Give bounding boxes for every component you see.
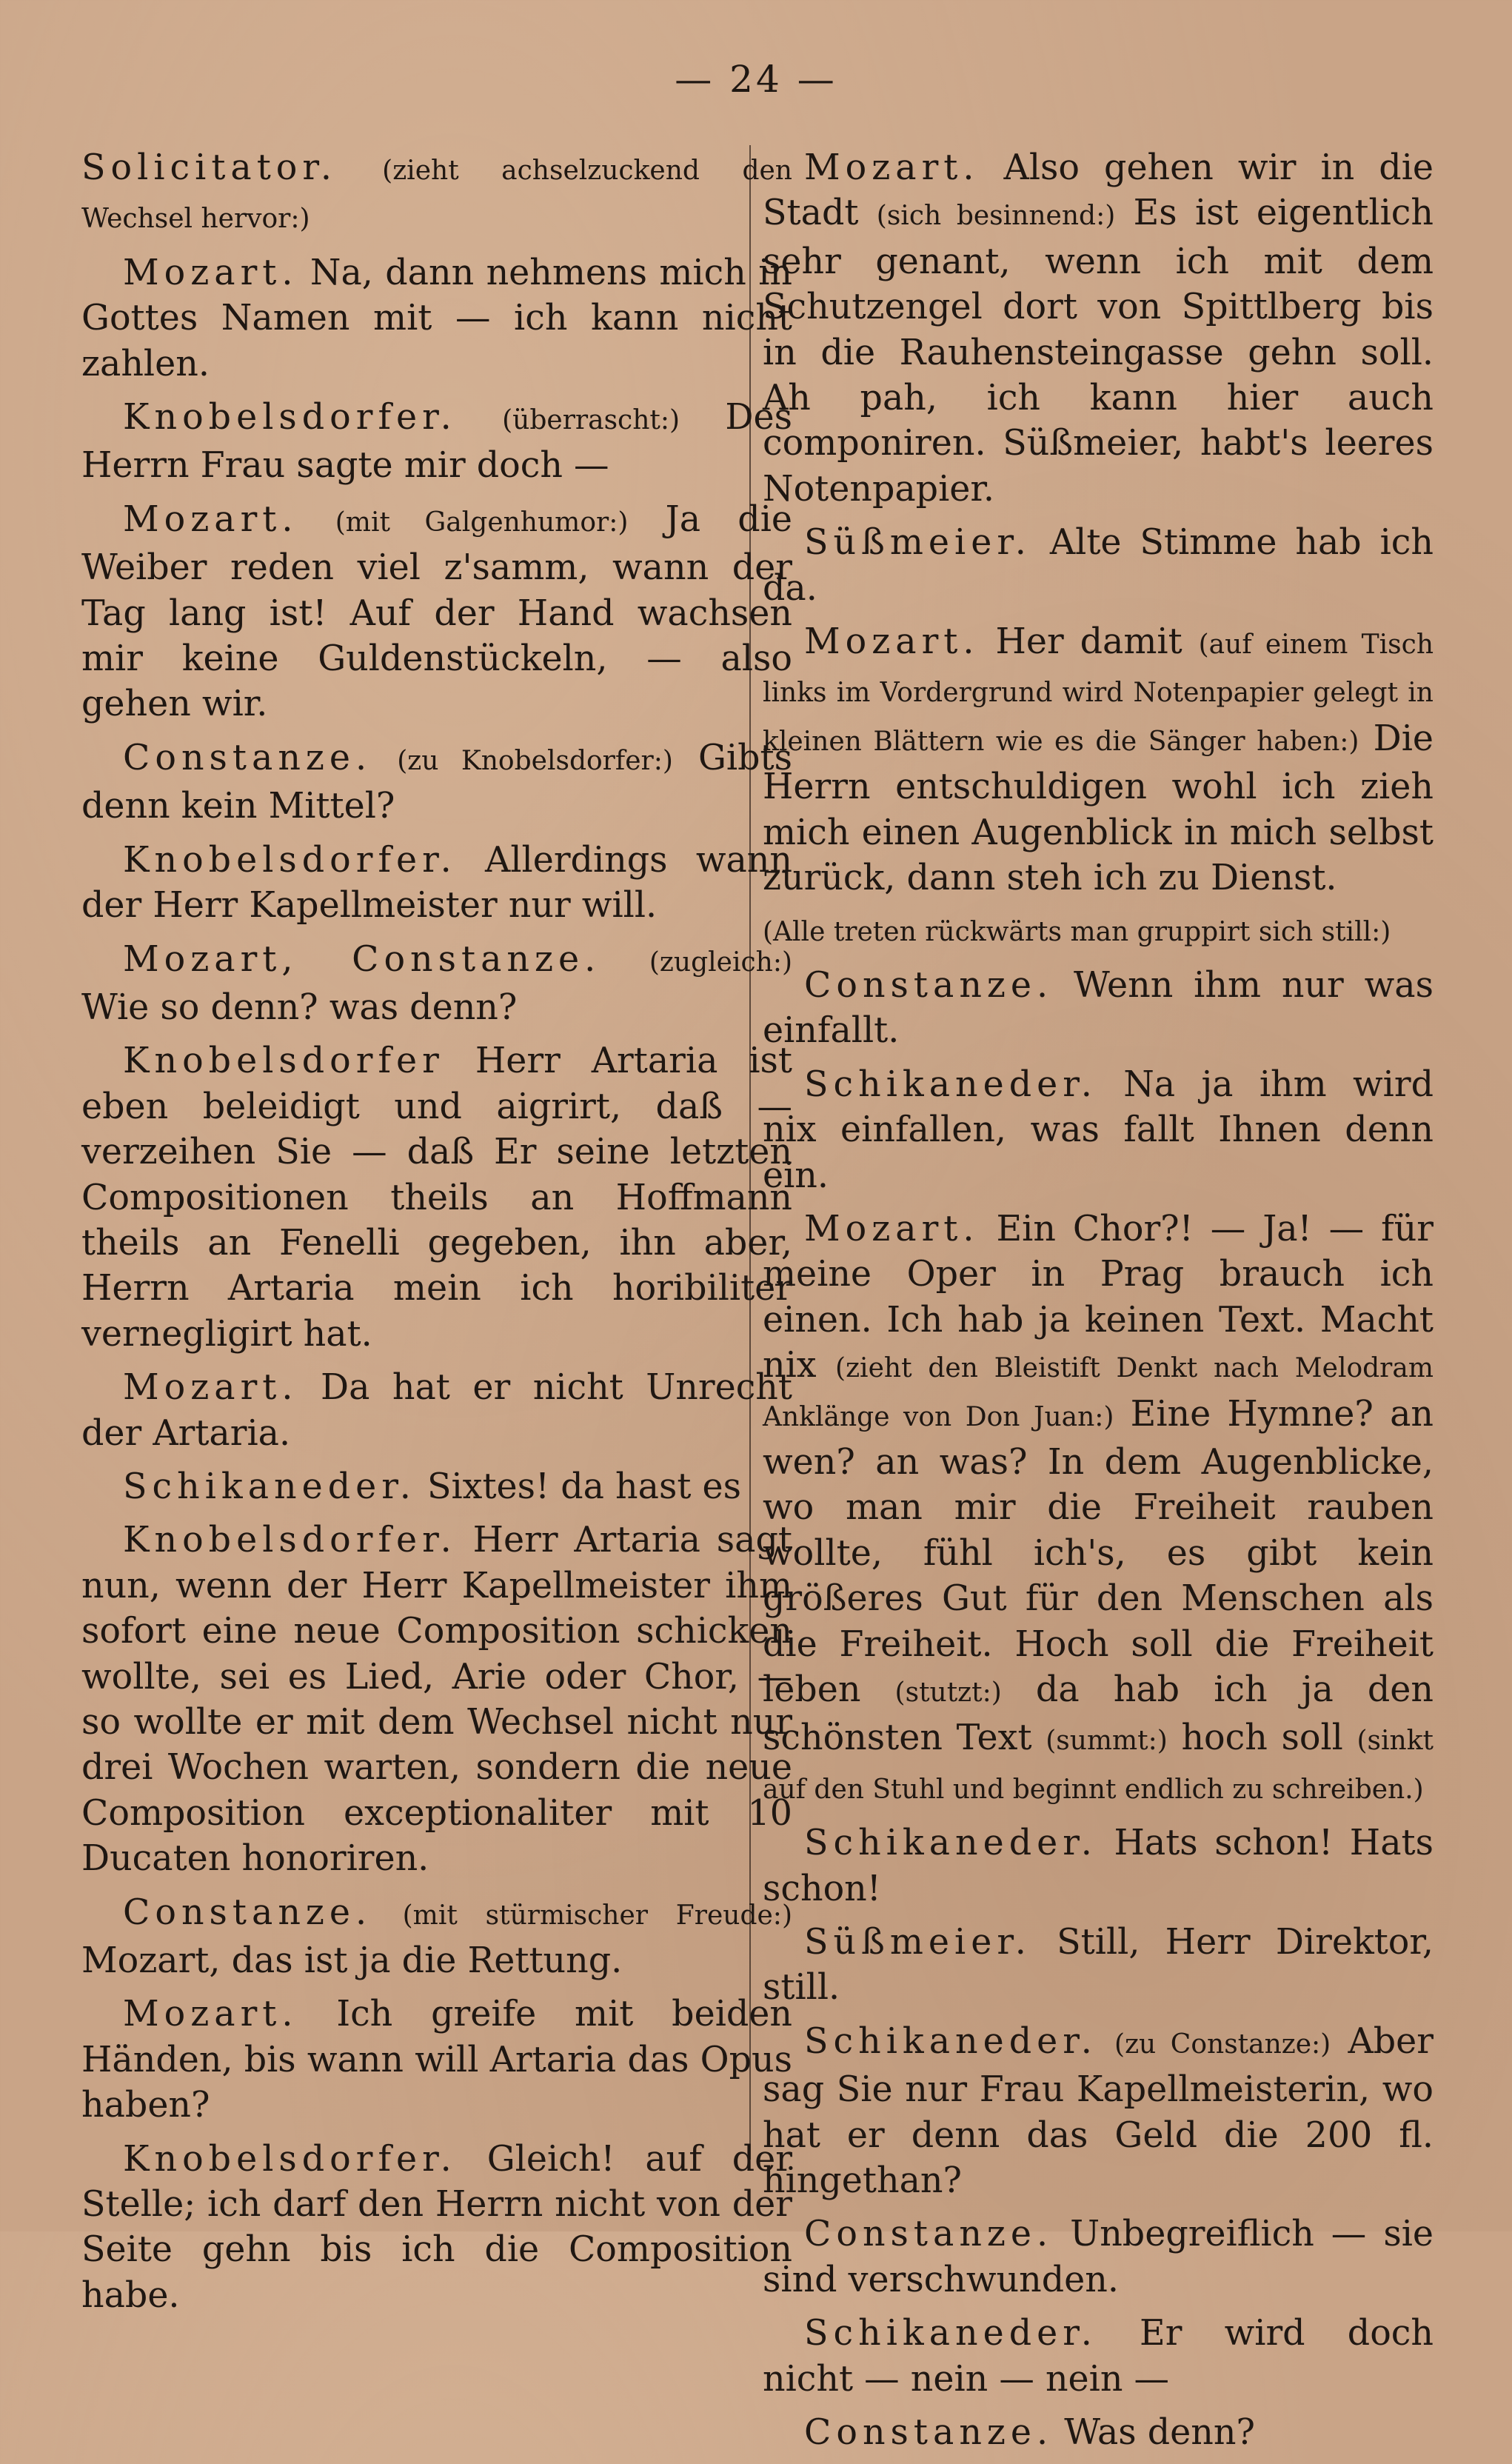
speaker-name: Solicitator. <box>81 147 337 188</box>
dialogue-line <box>763 520 1434 611</box>
speaker-name: Schikaneder. <box>804 1823 1097 1864</box>
dialogue-line <box>81 2137 792 2319</box>
dialogue-line <box>763 619 1434 901</box>
dialogue-text: Wie so denn? was denn? <box>81 986 518 1028</box>
speaker-name: Mozart. <box>804 621 980 663</box>
speaker-name: Constanze. <box>804 964 1054 1006</box>
dialogue-line <box>81 838 792 929</box>
dialogue-line <box>763 1206 1434 1812</box>
stage-direction: (sich besinnend:) <box>876 201 1116 232</box>
stage-direction: (stutzt:) <box>894 1677 1002 1708</box>
dialogue-text: Her damit <box>995 621 1182 663</box>
stage-direction: (zu Constanze:) <box>1114 2029 1331 2060</box>
right-column <box>763 145 1434 2464</box>
dialogue-line <box>81 1518 792 1881</box>
dialogue-text: da hab ich ja den schönsten Text <box>763 1669 1434 1759</box>
dialogue-line <box>81 1365 792 1456</box>
speaker-name: Süßmeier. <box>804 522 1031 564</box>
dialogue-line <box>81 250 792 387</box>
dialogue-text: Also gehen wir in die Stadt <box>763 147 1434 234</box>
dialogue-text: Ja die Weiber reden viel z'samm, wann der Tag lang ist! Auf der Hand wachsen mir keine Guldenstückeln, — also gehen wir. <box>81 498 792 725</box>
dialogue-text: Ein Chor?! — Ja! — für meine Oper in Prag brauch ich einen. Ich hab ja keinen Text. Macht nix <box>763 1208 1434 1386</box>
stage-direction: (zugleich:) <box>649 946 792 978</box>
dialogue-line <box>763 1062 1434 1198</box>
dialogue-text: Unbegreiflich — sie sind verschwunden. <box>763 2214 1434 2300</box>
speaker-name: Schikaneder. <box>804 2313 1097 2354</box>
dialogue-line <box>763 2211 1434 2303</box>
dialogue-text: Na ja ihm wird nix einfallen, was fallt Ihnen denn ein. <box>763 1064 1434 1196</box>
dialogue-line <box>763 145 1434 512</box>
dialogue-line <box>81 1038 792 1357</box>
dialogue-line <box>81 735 792 829</box>
stage-direction: (auf einem Tisch links im Vordergrund wird Notenpapier gelegt in kleinen Blättern wie es die Sänger haben:) <box>763 630 1434 757</box>
stage-direction: (überrascht:) <box>502 405 680 436</box>
dialogue-text: Hats schon! Hats schon! <box>763 1823 1434 1909</box>
dialogue-line <box>763 963 1434 1054</box>
speaker-name: Knobelsdorfer. <box>123 397 457 438</box>
stage-direction: (summt:) <box>1046 1726 1168 1757</box>
dialogue-text: Gleich! auf der Stelle; ich darf den Herrn nicht von der Seite gehn bis ich die Composition habe. <box>81 2138 792 2316</box>
speaker-name: Constanze. <box>123 737 372 778</box>
dialogue-line <box>81 1991 792 2128</box>
dialogue-line <box>763 2311 1434 2402</box>
dialogue-text: Da hat er nicht Unrecht der Artaria. <box>81 1367 792 1454</box>
dialogue-text: Die Herrn entschuldigen wohl ich zieh mich einen Augenblick in mich selbst zurück, dann steh ich zu Dienst. <box>763 718 1434 899</box>
dialogue-line <box>763 2019 1434 2204</box>
stage-direction: (mit stürmischer Freude:) <box>402 1900 792 1931</box>
dialogue-text: Aber sag Sie nur Frau Kapellmeisterin, wo hat er denn das Geld die 200 fl. hingethan? <box>763 2020 1434 2202</box>
stage-direction: (mit Galgenhumor:) <box>335 507 629 538</box>
dialogue-text: Gibts denn kein Mittel? <box>81 737 792 827</box>
dialogue-text: Eine Hymne? an wen? an was? In dem Augenblicke, wo man mir die Freiheit rauben wollte, fühl ich's, es gibt kein größeres Gut für den Menschen als die Freiheit. Hoch soll die Freiheit leben <box>763 1393 1434 1710</box>
stage-direction: (sinkt auf den Stuhl und beginnt endlich zu schreiben.) <box>763 1726 1434 1805</box>
speaker-name: Mozart, Constanze. <box>123 938 601 980</box>
speaker-name: Constanze. <box>123 1892 372 1933</box>
dialogue-text: Alte Stimme hab ich da. <box>763 522 1434 609</box>
speaker-name: Schikaneder. <box>804 2020 1097 2062</box>
dialogue-line <box>763 1820 1434 1912</box>
dialogue-line <box>81 937 792 1031</box>
speaker-name: Mozart. <box>804 1208 980 1249</box>
dialogue-line <box>81 1890 792 1984</box>
speaker-name: Schikaneder. <box>123 1466 416 1507</box>
dialogue-text: Herr Artaria ist eben beleidigt und aigrirt, daß — verzeihen Sie — daß Er seine letzten Compositionen theils an Hoffmann theils an Fenelli gegeben, ihn aber, Herrn Artaria mein ich horibiliter vernegligirt hat. <box>81 1041 792 1355</box>
speaker-name: Constanze. <box>804 2214 1054 2255</box>
speaker-name: Mozart. <box>123 1367 298 1409</box>
dialogue-line <box>763 2410 1434 2455</box>
speaker-name: Mozart. <box>123 498 298 540</box>
dialogue-line <box>81 145 792 242</box>
page-number: — 24 — <box>675 58 837 101</box>
dialogue-text: Er wird doch nicht — nein — nein — <box>763 2313 1434 2400</box>
dialogue-text: Sixtes! da hast es <box>426 1466 742 1507</box>
stage-direction-line: (Alle treten rückwärts man gruppirt sich still:) <box>763 916 1391 947</box>
dialogue-text: Was denn? <box>1064 2412 1255 2454</box>
speaker-name: Knobelsdorfer. <box>123 2138 457 2180</box>
dialogue-text: Ich greife mit beiden Händen, bis wann will Artaria das Opus haben? <box>81 1994 792 2126</box>
stage-direction: (zieht achselzuckend den Wechsel hervor:) <box>81 156 792 235</box>
dialogue-text: Na, dann nehmens mich in Gottes Namen mit — ich kann nicht zahlen. <box>81 252 792 384</box>
dialogue-text: Mozart, das ist ja die Rettung. <box>81 1940 623 1982</box>
dialogue-text: Es ist eigentlich sehr genant, wenn ich mit dem Schutzengel dort von Spittlberg bis in die Rauhensteingasse gehn soll. Ah pah, ich kann hier auch componiren. Süßmeier, habt's leeres Notenpapier. <box>763 193 1434 510</box>
dialogue-text: Allerdings wann der Herr Kapellmeister nur will. <box>81 839 792 926</box>
speaker-name: Knobelsdorfer <box>123 1041 444 1082</box>
dialogue-text: Herr Artaria sagt nun, wenn der Herr Kapellmeister ihm sofort eine neue Composition schicken wollte, sei es Lied, Arie oder Chor, — so wollte er mit dem Wechsel nicht nur drei Wochen warten, sondern die neue Composition exceptionaliter mit 10 Ducaten honoriren. <box>81 1520 792 1880</box>
speaker-name: Mozart. <box>123 1994 298 2035</box>
speaker-name: Constanze. <box>804 2412 1054 2454</box>
speaker-name: Mozart. <box>804 147 980 188</box>
speaker-name: Knobelsdorfer. <box>123 1520 457 1561</box>
speaker-name: Süßmeier. <box>804 1922 1031 1963</box>
stage-direction: (zieht den Bleistift Denkt nach Melodram Anklänge von Don Juan:) <box>763 1353 1434 1432</box>
dialogue-line <box>81 497 792 727</box>
dialogue-text: Still, Herr Direktor, still. <box>763 1922 1434 2009</box>
speaker-name: Knobelsdorfer. <box>123 839 457 881</box>
dialogue-text: Des Herrn Frau sagte mir doch — <box>81 397 792 487</box>
dialogue-line <box>81 1464 792 1509</box>
dialogue-text: Wenn ihm nur was einfallt. <box>763 964 1434 1052</box>
stage-direction: (zu Knobelsdorfer:) <box>397 745 673 776</box>
dialogue-line <box>763 1920 1434 2011</box>
speaker-name: Mozart. <box>123 252 298 293</box>
dialogue-line <box>81 395 792 489</box>
speaker-name: Schikaneder. <box>804 1064 1097 1105</box>
left-column <box>81 145 792 2326</box>
dialogue-text: hoch soll <box>1181 1717 1343 1759</box>
